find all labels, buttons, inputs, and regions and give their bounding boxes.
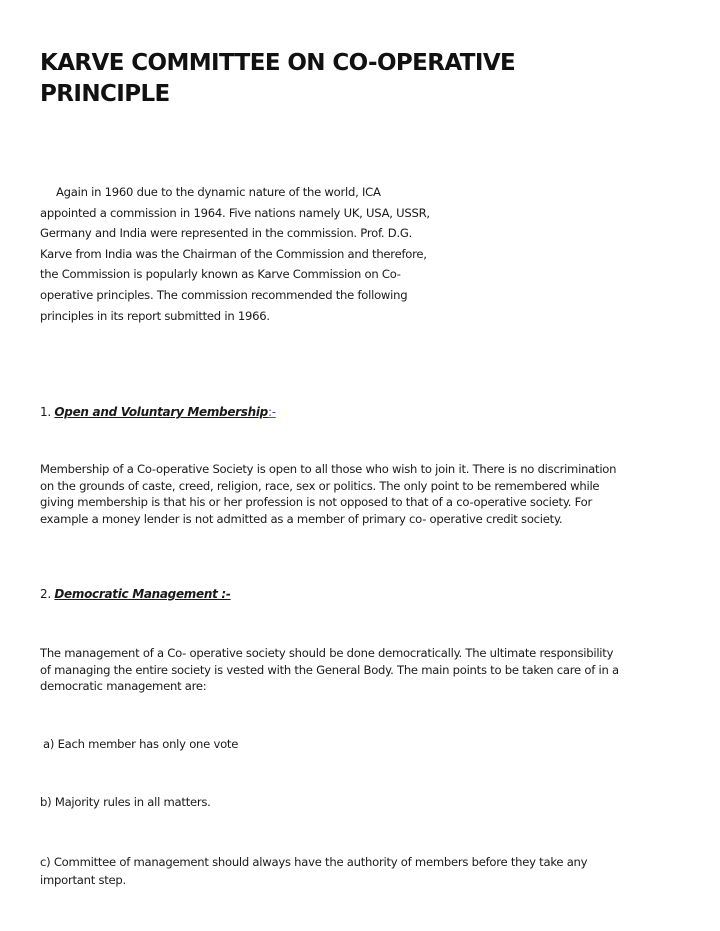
list-item-a: a) Each member has only one vote [43, 737, 239, 751]
section-2-number: 2. [40, 587, 51, 601]
section-1-title: Open and Voluntary Membership [54, 405, 268, 419]
document-title: KARVE COMMITTEE ON CO-OPERATIVE PRINCIPLE [40, 50, 516, 107]
list-item-b: b) Majority rules in all matters. [40, 795, 211, 809]
section-2-title: Democratic Management :- [54, 587, 231, 601]
section-1-heading [40, 403, 276, 421]
section-1-body: Membership of a Co-operative Society is open to all those who wish to join it. There is no discrimination on the grounds of caste, creed, religion, race, sex or politics. The only point to be remembered while giving membership is that his or her profession is not opposed to that of a co-operative society. For example a money lender is not admitted as a member of primary co- operative credit society. [40, 462, 617, 526]
section-1-number: 1. [40, 405, 51, 419]
section-1-link[interactable]: :- [267, 405, 276, 419]
section-2-heading [40, 585, 231, 603]
list-item-c: c) Committee of management should always have the authority of members before they take any important step. [40, 855, 588, 887]
intro-paragraph: Again in 1960 due to the dynamic nature of the world, ICA appointed a commission in 1964. Five nations namely UK, USA, USSR, Germany and India were represented in the commission. Prof. D.G. Karve from India was the Chairman of the Commission and therefore, the Commission is popularly known as Karve Commission on Co-operative principles. The commission recommended the following principles in its report submitted in 1966. [40, 185, 430, 323]
section-2-body: The management of a Co- operative society should be done democratically. The ultimate responsibility of managing the entire society is vested with the General Body. The main points to be taken care of in a democratic management are: [40, 646, 619, 694]
